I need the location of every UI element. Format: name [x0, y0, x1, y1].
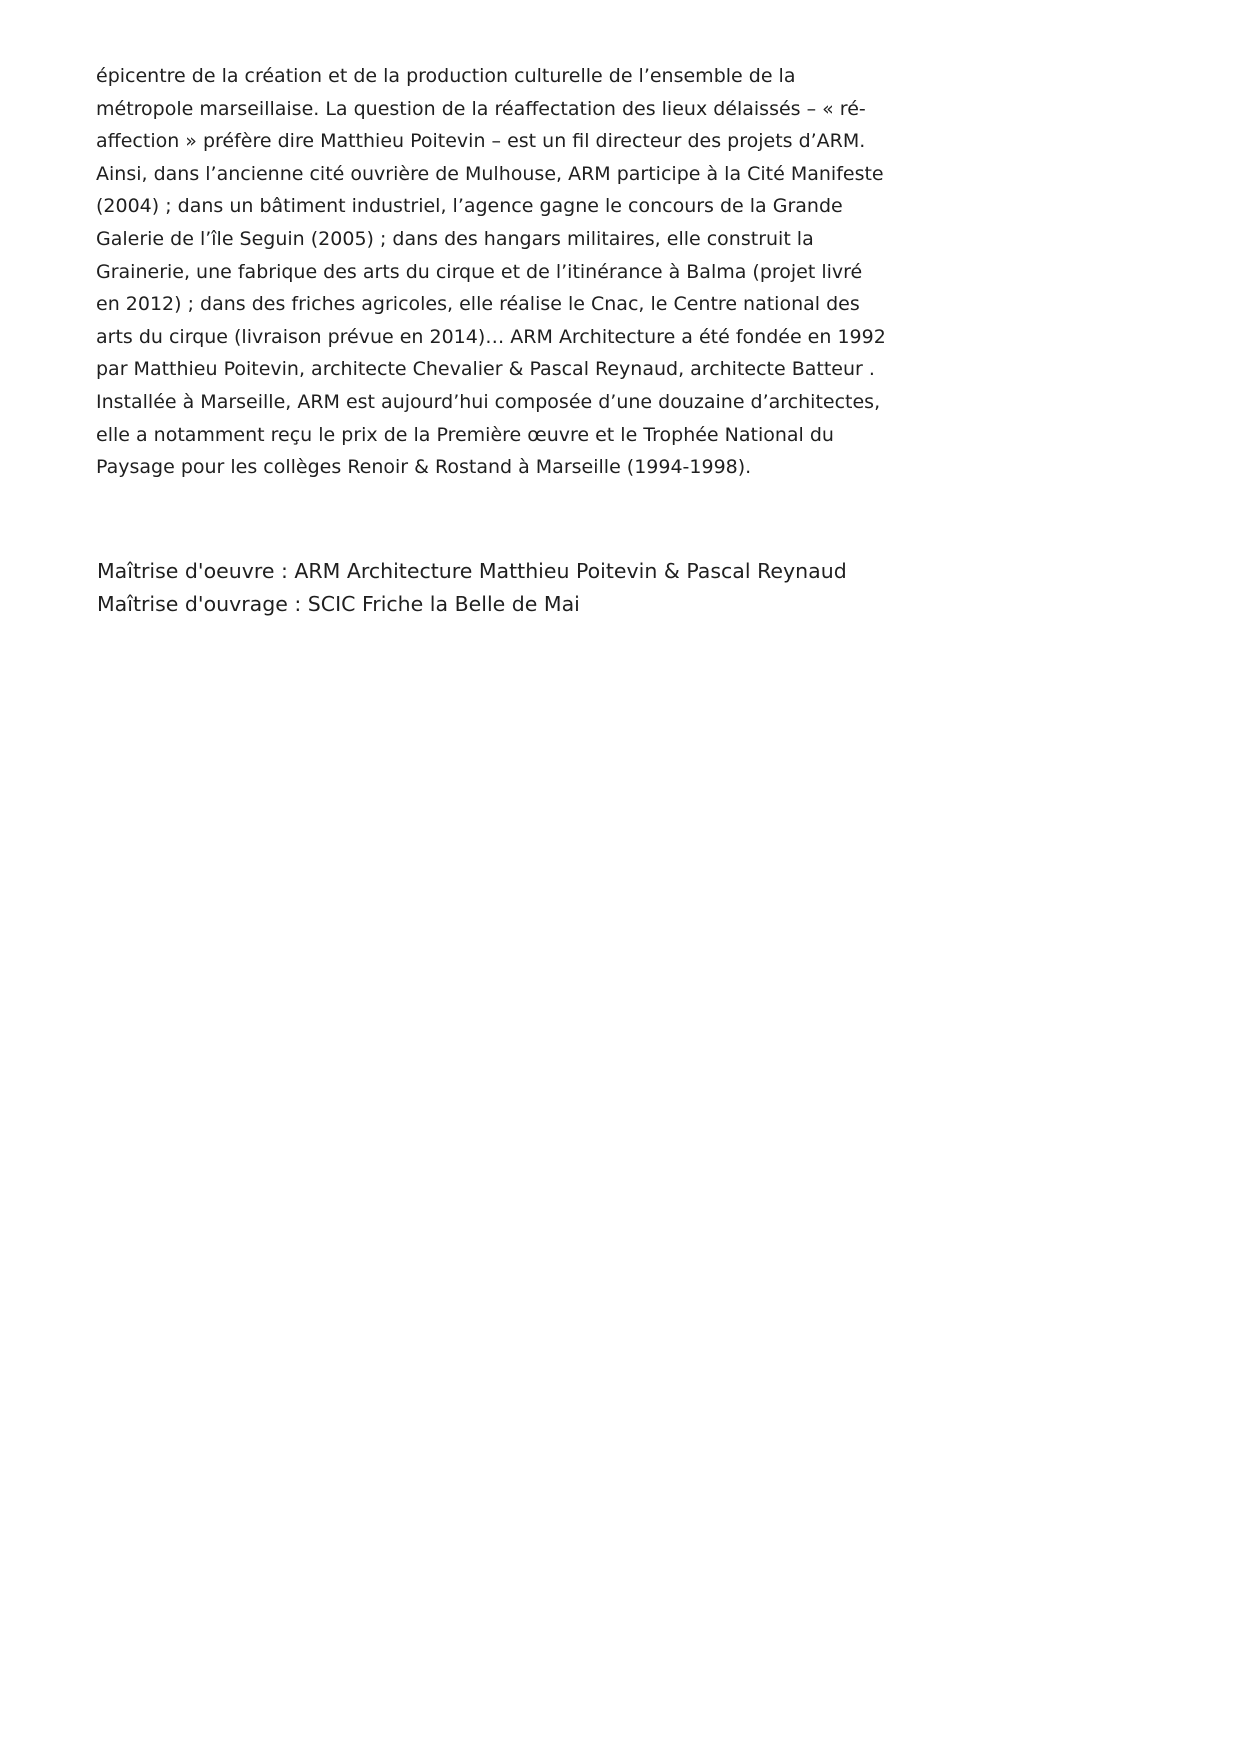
- body-line: Ainsi, dans l’ancienne cité ouvrière de Mulhouse, ARM participe à la Cité Manifeste: [96, 162, 884, 185]
- body-line: en 2012) ; dans des friches agricoles, elle réalise le Cnac, le Centre national des: [96, 293, 860, 316]
- body-line: (2004) ; dans un bâtiment industriel, l’agence gagne le concours de la Grande: [96, 195, 843, 218]
- credit-maitrise-ouvrage: Maîtrise d'ouvrage : SCIC Friche la Belle de Mai: [97, 592, 580, 616]
- body-line: Galerie de l’île Seguin (2005) ; dans des hangars militaires, elle construit la: [96, 227, 814, 250]
- body-line: épicentre de la création et de la production culturelle de l’ensemble de la: [96, 65, 796, 87]
- body-paragraph: [96, 60, 886, 484]
- body-line: par Matthieu Poitevin, architecte Chevalier & Pascal Reynaud, architecte Batteur .: [96, 358, 875, 381]
- body-line: affection » préfère dire Matthieu Poitevin – est un fil directeur des projets d’ARM.: [96, 130, 866, 153]
- body-line: Installée à Marseille, ARM est aujourd’hui composée d’une douzaine d’architectes,: [96, 390, 881, 413]
- body-line: Paysage pour les collèges Renoir & Rostand à Marseille (1994-1998).: [96, 456, 752, 479]
- body-line: arts du cirque (livraison prévue en 2014)… ARM Architecture a été fondée en 1992: [96, 325, 886, 348]
- body-line: métropole marseillaise. La question de la réaffectation des lieux délaissés – « ré-: [96, 97, 866, 120]
- body-line: Grainerie, une fabrique des arts du cirque et de l’itinérance à Balma (projet livré: [96, 260, 863, 283]
- project-credits: [97, 555, 897, 621]
- body-line: elle a notamment reçu le prix de la Première œuvre et le Trophée National du: [96, 423, 834, 446]
- credit-maitrise-oeuvre: Maîtrise d'oeuvre : ARM Architecture Matthieu Poitevin & Pascal Reynaud: [97, 559, 847, 583]
